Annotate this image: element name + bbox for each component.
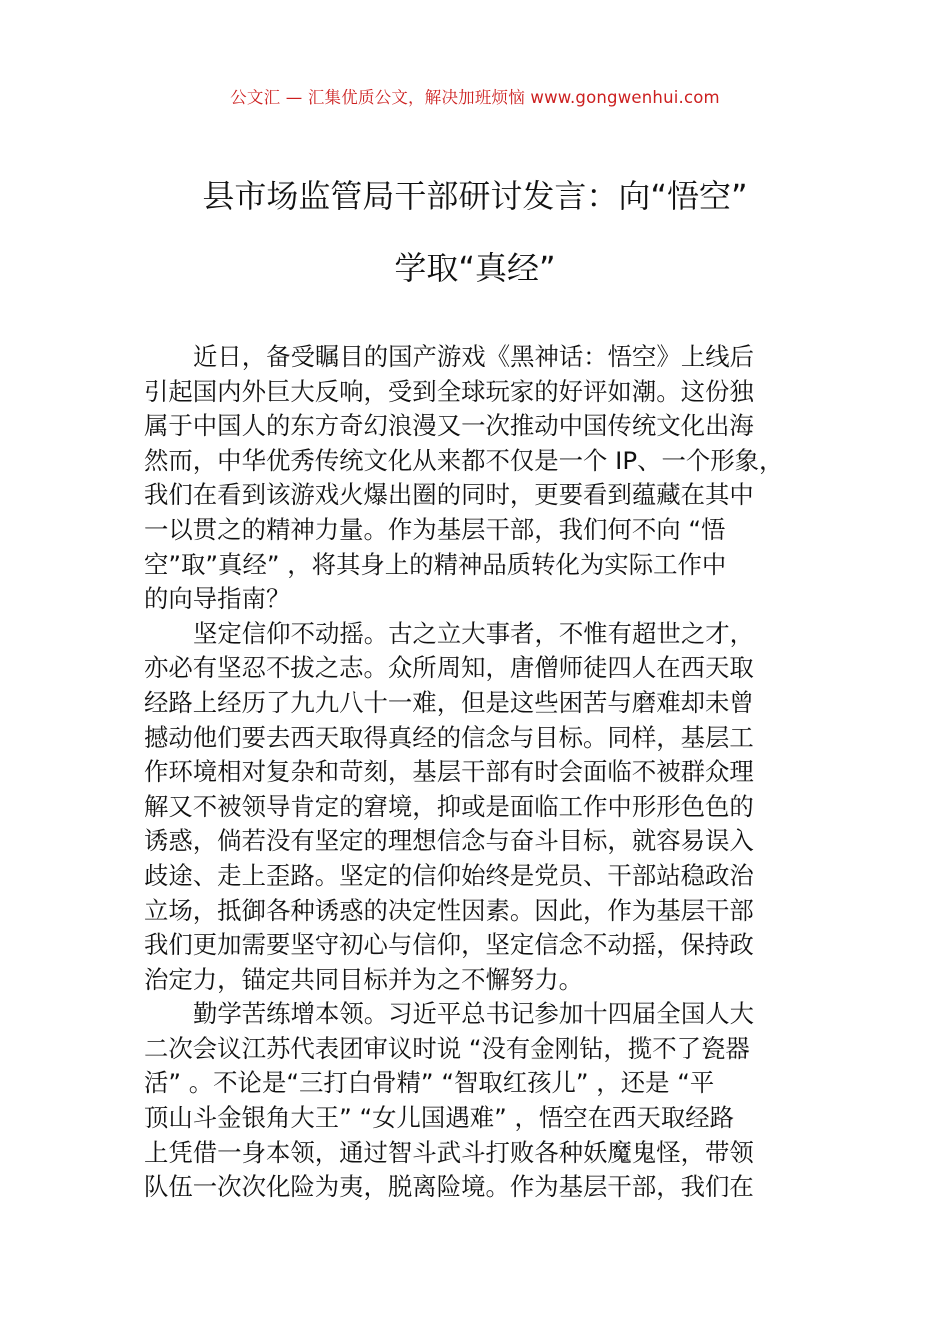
text-line: 勤学苦练增本领。习近平总书记参加十四届全国人大 (193, 999, 754, 1029)
paragraph-firm-belief (144, 617, 810, 998)
text-line: 队伍一次次化险为夷，脱离险境。作为基层干部，我们在 (144, 1172, 754, 1202)
text-line: 我们在看到该游戏火爆出圈的同时，更要看到蕴藏在其中 (144, 480, 754, 510)
text-line: 治定力，锚定共同目标并为之不懈努力。 (144, 964, 584, 994)
paragraph-skills (144, 997, 810, 1205)
text-line: 二次会议江苏代表团审议时说 “没有金刚钻，揽不了瓷器 (144, 1033, 750, 1063)
text-line: 撼动他们要去西天取得真经的信念与目标。同样，基层工 (144, 722, 754, 752)
text-line: 坚定信仰不动摇。古之立大事者，不惟有超世之才， (193, 618, 754, 648)
text-line: 解又不被领导肯定的窘境，抑或是面临工作中形形色色的 (144, 791, 754, 821)
header-banner: 公文汇 — 汇集优质公文，解决加班烦恼 www.gongwenhui.com (230, 88, 720, 107)
text-line: 的向导指南？ (144, 584, 291, 614)
text-line: 立场，抵御各种诱惑的决定性因素。因此，作为基层干部 (144, 895, 754, 925)
text-line: 上凭借一身本领，通过智斗武斗打败各种妖魔鬼怪，带领 (144, 1137, 754, 1167)
text-line: 近日，备受瞩目的国产游戏《黑神话：悟空》上线后 (193, 342, 754, 371)
text-line: 顶山斗金银角大王” “女儿国遇难” ，悟空在西天取经路 (144, 1103, 735, 1133)
document-title (0, 176, 950, 288)
title-line-1: 县市场监管局干部研讨发言：向“悟空” (202, 177, 748, 215)
document-body (144, 340, 810, 1205)
title-line-2: 学取“真经” (394, 249, 556, 287)
text-line: 我们更加需要坚守初心与信仰，坚定信念不动摇，保持政 (144, 930, 754, 960)
text-line: 然而，中华优秀传统文化从来都不仅是一个 IP、一个形象， (144, 445, 784, 475)
text-line: 诱惑，倘若没有坚定的理想信念与奋斗目标，就容易误入 (144, 826, 754, 856)
text-line: 空”取”真经” ，将其身上的精神品质转化为实际工作中 (144, 549, 727, 579)
text-line: 经路上经历了九九八十一难，但是这些困苦与磨难却未曾 (144, 687, 754, 717)
text-line: 引起国内外巨大反响，受到全球玩家的好评如潮。这份独 (144, 376, 754, 406)
text-line: 活” 。不论是“三打白骨精” “智取红孩儿” ，还是 “平 (144, 1068, 715, 1098)
text-line: 作环境相对复杂和苛刻，基层干部有时会面临不被群众理 (144, 757, 754, 787)
paragraph-intro (144, 340, 810, 617)
text-line: 一以贯之的精神力量。作为基层干部，我们何不向 “悟 (144, 514, 726, 544)
text-line: 歧途、走上歪路。坚定的信仰始终是党员、干部站稳政治 (144, 860, 754, 890)
text-line: 亦必有坚忍不拔之志。众所周知，唐僧师徒四人在西天取 (144, 653, 754, 683)
text-line: 属于中国人的东方奇幻浪漫又一次推动中国传统文化出海 (144, 411, 754, 441)
